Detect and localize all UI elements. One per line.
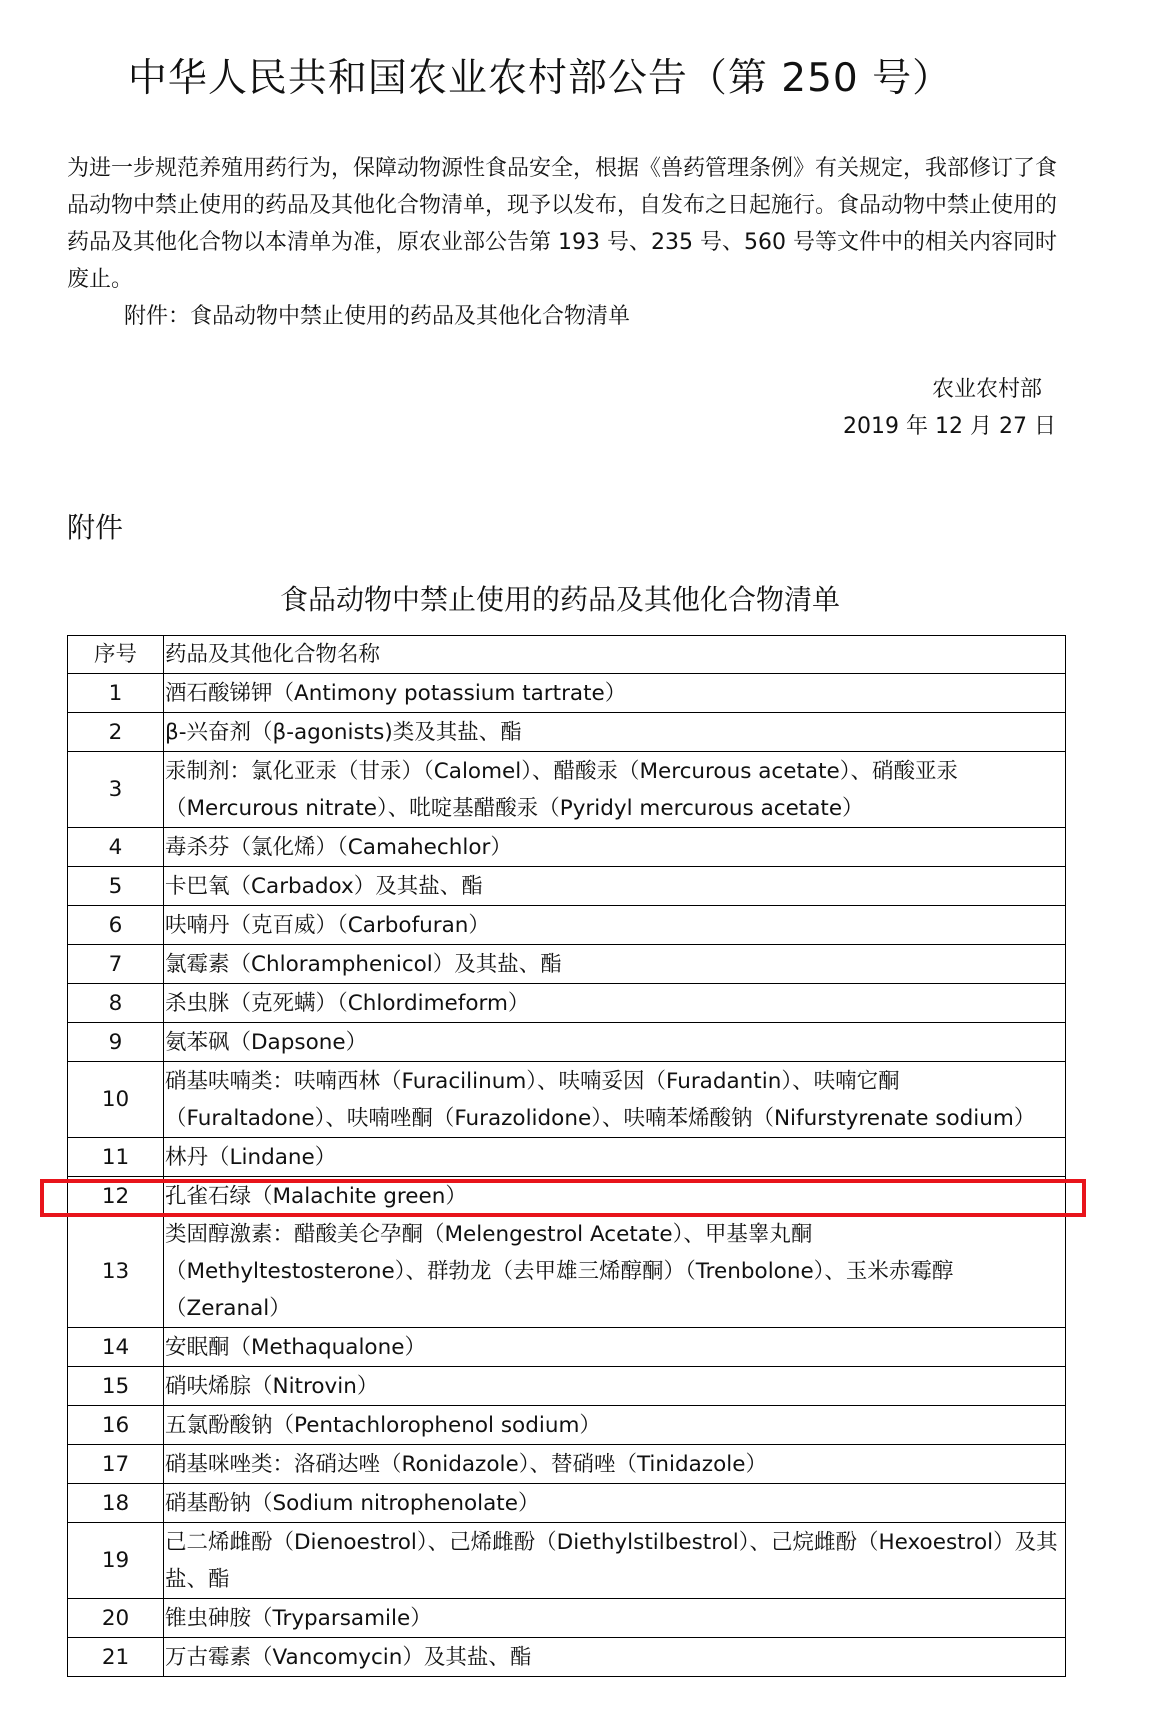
serial-number-cell: 9 — [68, 1023, 164, 1062]
serial-number-cell: 11 — [68, 1138, 164, 1177]
serial-number-cell: 2 — [68, 713, 164, 752]
substance-name-cell: 氯霉素（Chloramphenicol）及其盐、酯 — [164, 945, 1066, 984]
substance-name-cell: β-兴奋剂（β-agonists)类及其盐、酯 — [164, 713, 1066, 752]
table-row — [68, 1023, 1066, 1062]
table-row — [68, 984, 1066, 1023]
table-row — [68, 1177, 1066, 1216]
serial-number-cell: 21 — [68, 1638, 164, 1677]
substance-name-cell: 杀虫脒（克死螨）（Chlordimeform） — [164, 984, 1066, 1023]
serial-number-cell: 15 — [68, 1367, 164, 1406]
table-row — [68, 1328, 1066, 1367]
substance-name-cell: 孔雀石绿（Malachite green） — [164, 1177, 1066, 1216]
serial-number-cell: 4 — [68, 828, 164, 867]
substance-name-cell: 卡巴氧（Carbadox）及其盐、酯 — [164, 867, 1066, 906]
table-row — [68, 1062, 1066, 1138]
issue-date: 2019 年 12 月 27 日 — [843, 414, 1056, 439]
serial-number-cell: 16 — [68, 1406, 164, 1445]
appendix-heading: 附件 — [67, 511, 124, 544]
substance-name-cell: 安眠酮（Methaqualone） — [164, 1328, 1066, 1367]
table-row — [68, 674, 1066, 713]
table-row — [68, 1599, 1066, 1638]
table-body — [68, 674, 1066, 1677]
serial-number-cell: 17 — [68, 1445, 164, 1484]
serial-number-cell: 14 — [68, 1328, 164, 1367]
table-row — [68, 1216, 1066, 1328]
banned-substances-table — [67, 635, 1066, 1677]
attachment-line: 附件：食品动物中禁止使用的药品及其他化合物清单 — [124, 304, 631, 329]
substance-name-cell: 汞制剂：氯化亚汞（甘汞）（Calomel）、醋酸汞（Mercurous acetate）、硝酸亚汞（Mercurous nitrate）、吡啶基醋酸汞（Pyridyl mercurous acetate） — [164, 752, 1066, 828]
substance-name-cell: 万古霉素（Vancomycin）及其盐、酯 — [164, 1638, 1066, 1677]
substance-name-cell: 硝呋烯腙（Nitrovin） — [164, 1367, 1066, 1406]
serial-number-cell: 3 — [68, 752, 164, 828]
substance-name-cell: 硝基咪唑类：洛硝达唑（Ronidazole）、替硝唑（Tinidazole） — [164, 1445, 1066, 1484]
table-header-row — [68, 636, 1066, 674]
serial-number-cell: 8 — [68, 984, 164, 1023]
substance-name-cell: 酒石酸锑钾（Antimony potassium tartrate） — [164, 674, 1066, 713]
list-title: 食品动物中禁止使用的药品及其他化合物清单 — [279, 583, 840, 616]
table-row — [68, 713, 1066, 752]
body-paragraph: 为进一步规范养殖用药行为，保障动物源性食品安全，根据《兽药管理条例》有关规定，我部修订了食品动物中禁止使用的药品及其他化合物清单，现予以发布，自发布之日起施行。食品动物中禁止使用的药品及其他化合物以本清单为准，原农业部公告第 193 号、235 号、560 号等文件中的相关内容同时废止。 — [67, 156, 1058, 292]
table-row — [68, 752, 1066, 828]
substance-name-cell: 己二烯雌酚（Dienoestrol）、己烯雌酚（Diethylstilbestrol）、己烷雌酚（Hexoestrol）及其盐、酯 — [164, 1523, 1066, 1599]
document-title: 中华人民共和国农业农村部公告（第 250 号） — [127, 56, 953, 101]
table-row — [68, 828, 1066, 867]
table-row — [68, 1445, 1066, 1484]
announcement-body — [67, 150, 1057, 335]
table-row — [68, 1367, 1066, 1406]
substance-name-cell: 硝基酚钠（Sodium nitrophenolate） — [164, 1484, 1066, 1523]
substance-name-cell: 五氯酚酸钠（Pentachlorophenol sodium） — [164, 1406, 1066, 1445]
table-row — [68, 945, 1066, 984]
substance-name-cell: 呋喃丹（克百威）（Carbofuran） — [164, 906, 1066, 945]
serial-number-cell: 12 — [68, 1177, 164, 1216]
header-substance-name: 药品及其他化合物名称 — [164, 636, 1066, 674]
substance-name-cell: 硝基呋喃类：呋喃西林（Furacilinum）、呋喃妥因（Furadantin）、呋喃它酮（Furaltadone）、呋喃唑酮（Furazolidone）、呋喃苯烯酸钠（Nifurstyrenate sodium） — [164, 1062, 1066, 1138]
table-row — [68, 906, 1066, 945]
table-row — [68, 1138, 1066, 1177]
header-serial-number: 序号 — [68, 636, 164, 674]
serial-number-cell: 13 — [68, 1216, 164, 1328]
serial-number-cell: 1 — [68, 674, 164, 713]
substance-name-cell: 锥虫砷胺（Tryparsamile） — [164, 1599, 1066, 1638]
serial-number-cell: 19 — [68, 1523, 164, 1599]
serial-number-cell: 20 — [68, 1599, 164, 1638]
table-row — [68, 1523, 1066, 1599]
signer: 农业农村部 — [931, 377, 1042, 402]
serial-number-cell: 7 — [68, 945, 164, 984]
serial-number-cell: 5 — [68, 867, 164, 906]
table-row — [68, 1638, 1066, 1677]
serial-number-cell: 6 — [68, 906, 164, 945]
serial-number-cell: 10 — [68, 1062, 164, 1138]
table-row — [68, 1484, 1066, 1523]
substance-name-cell: 林丹（Lindane） — [164, 1138, 1066, 1177]
table-row — [68, 1406, 1066, 1445]
substance-name-cell: 氨苯砜（Dapsone） — [164, 1023, 1066, 1062]
substance-name-cell: 毒杀芬（氯化烯）（Camahechlor） — [164, 828, 1066, 867]
table-row — [68, 867, 1066, 906]
serial-number-cell: 18 — [68, 1484, 164, 1523]
substance-name-cell: 类固醇激素：醋酸美仑孕酮（Melengestrol Acetate）、甲基睾丸酮（Methyltestosterone）、群勃龙（去甲雄三烯醇酮）（Trenbolone）、玉米赤霉醇（Zeranal） — [164, 1216, 1066, 1328]
